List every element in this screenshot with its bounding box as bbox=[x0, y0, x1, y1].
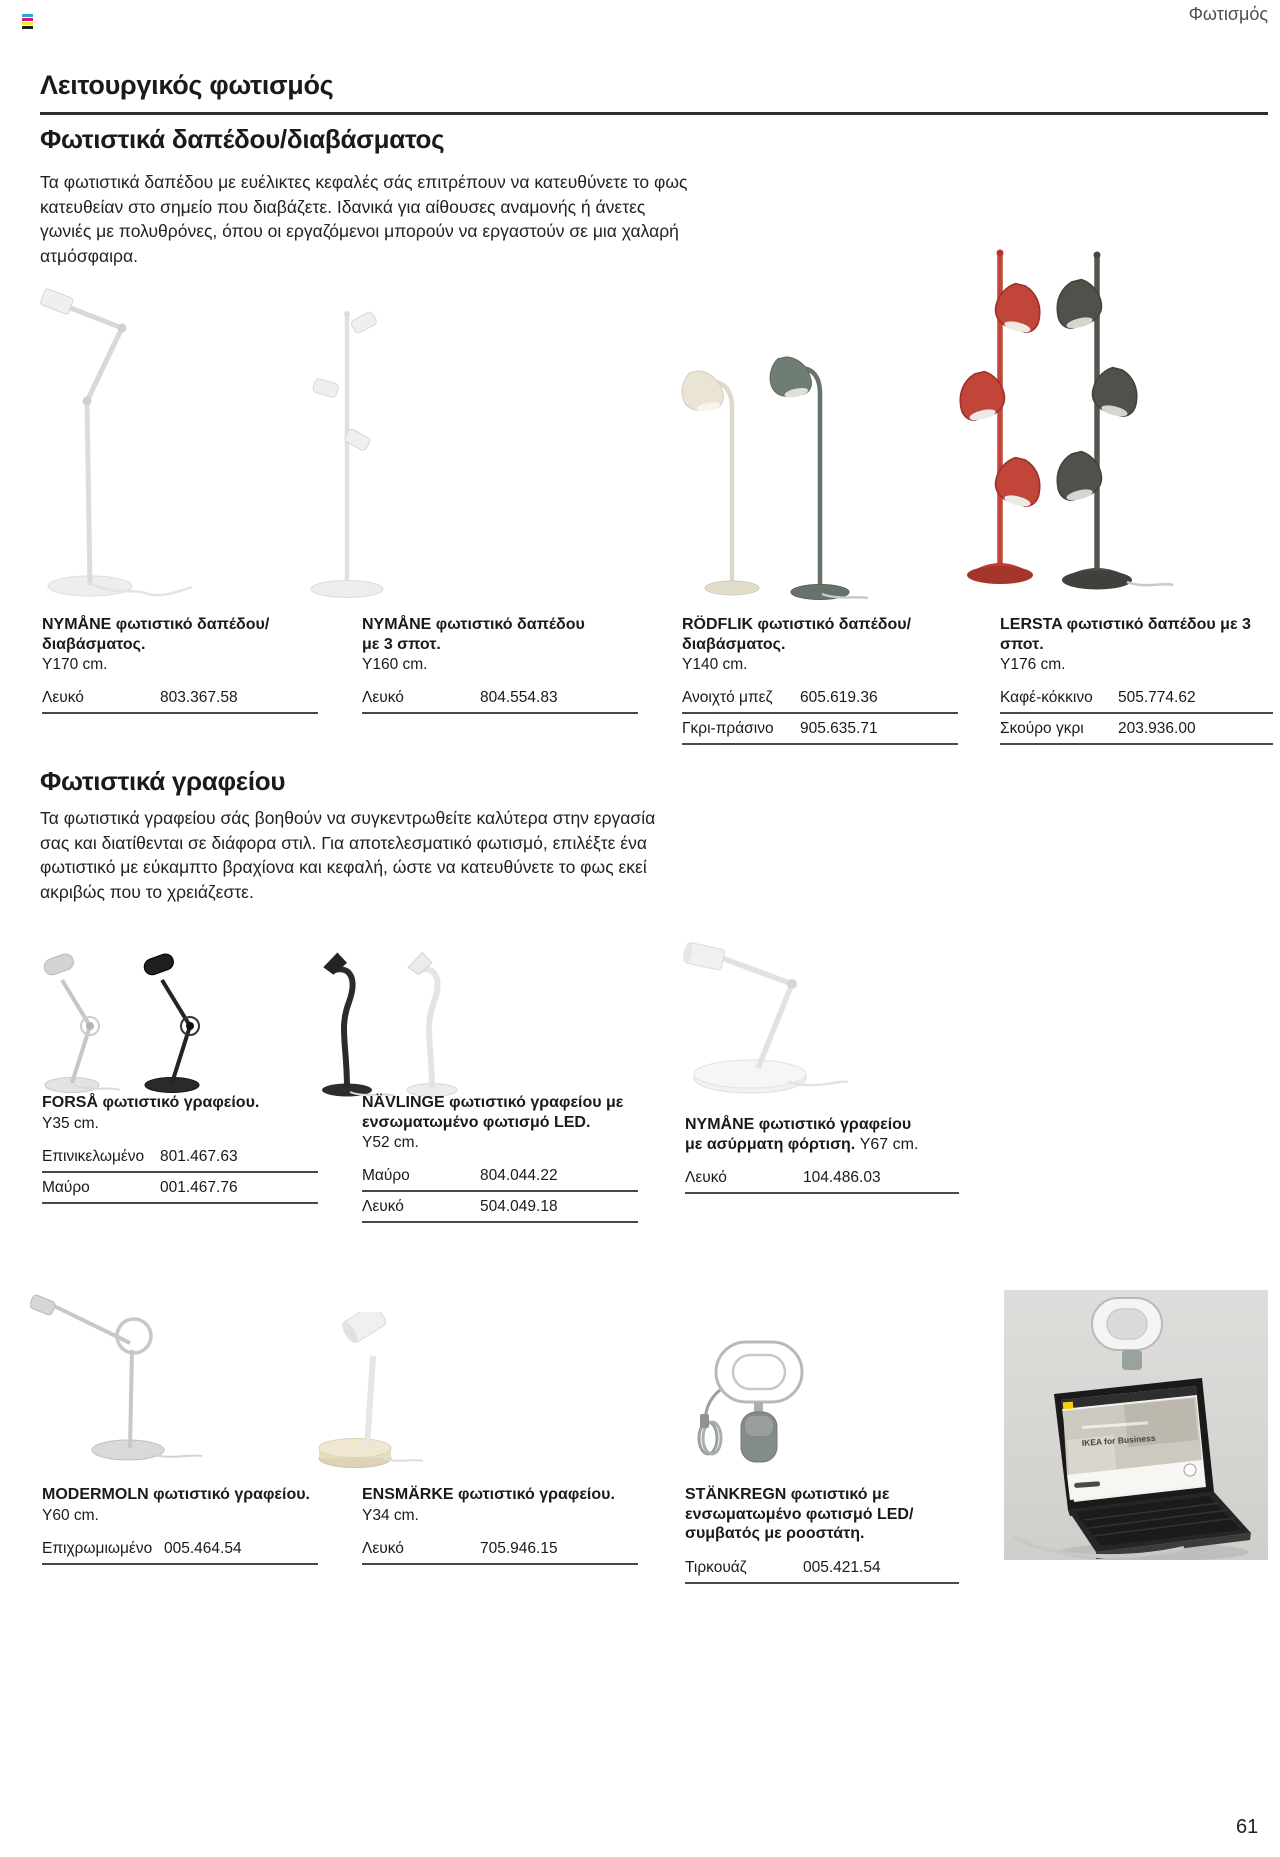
product-card-modermoln bbox=[42, 1485, 318, 1565]
product-card-stankregn bbox=[685, 1485, 959, 1584]
variant-article-number: 504.049.18 bbox=[480, 1198, 558, 1215]
variant-row bbox=[685, 1163, 959, 1194]
lifestyle-photo-laptop-ring-light bbox=[1004, 1290, 1268, 1560]
variant-row bbox=[362, 1192, 638, 1223]
variant-color: Μαύρο bbox=[362, 1167, 410, 1184]
variant-row bbox=[1000, 683, 1273, 714]
variant-table bbox=[362, 683, 638, 714]
variant-color: Λευκό bbox=[42, 689, 84, 706]
page-number: 61 bbox=[1236, 1816, 1259, 1838]
variant-table bbox=[42, 683, 318, 714]
variant-row bbox=[682, 714, 958, 745]
product-title: NYMÅNE φωτιστικό δαπέδου/διαβάσματος. bbox=[42, 616, 270, 653]
variant-article-number: 001.467.76 bbox=[160, 1178, 238, 1196]
product-title: NYMÅNE φωτιστικό δαπέδου με 3 σποτ. bbox=[362, 616, 585, 653]
variant-table bbox=[362, 1161, 638, 1223]
variant-table bbox=[685, 1163, 959, 1194]
product-height: Y52 cm. bbox=[362, 1134, 419, 1151]
section-intro-floor-lamps: Τα φωτιστικά δαπέδου με ευέλικτες κεφαλές σάς επιτρέπουν να κατευθύνετε το φως κατευθείαν στο σημείο που διαβάζετε. Ιδανικά για αίθουσες αναμονής ή άνετες γωνιές με πολυθρόνες, όπου οι εργαζόμενοι μπορούν να εργαστούν σε μια χαλαρή ατμόσφαιρα. bbox=[40, 172, 688, 266]
variant-table bbox=[42, 1534, 318, 1565]
product-image-rodflik-floor-lamps bbox=[672, 322, 872, 604]
variant-row bbox=[682, 683, 958, 714]
product-card-ensmarke bbox=[362, 1485, 638, 1565]
variant-color: Λευκό bbox=[685, 1169, 727, 1186]
variant-table bbox=[682, 683, 958, 745]
variant-article-number: 801.467.63 bbox=[160, 1147, 238, 1165]
variant-color: Μαύρο bbox=[42, 1178, 90, 1196]
variant-article-number: 905.635.71 bbox=[800, 720, 878, 737]
product-height: Y176 cm. bbox=[1000, 656, 1066, 673]
variant-article-number: 005.421.54 bbox=[803, 1558, 881, 1576]
product-title: LERSTA φωτιστικό δαπέδου με 3 σποτ. bbox=[1000, 616, 1251, 653]
laptop-photo-drawing bbox=[1004, 1290, 1268, 1560]
product-image-nymane-desk-lamp bbox=[668, 928, 853, 1106]
variant-color: Ανοιχτό μπεζ bbox=[682, 689, 773, 706]
variant-table bbox=[362, 1534, 638, 1565]
variant-color: Γκρι-πράσινο bbox=[682, 720, 774, 737]
variant-article-number: 005.464.54 bbox=[164, 1539, 242, 1557]
section-title-floor-lamps: Φωτιστικά δαπέδου/διαβάσματος bbox=[40, 124, 445, 154]
title-divider bbox=[40, 112, 1268, 115]
variant-article-number: 803.367.58 bbox=[160, 689, 238, 706]
variant-color: Καφέ-κόκκινο bbox=[1000, 689, 1093, 706]
page-title: Λειτουργικός φωτισμός bbox=[40, 70, 334, 100]
product-title: ENSMÄRKE φωτιστικό γραφείου. bbox=[362, 1486, 615, 1503]
variant-color: Λευκό bbox=[362, 1539, 404, 1557]
variant-table bbox=[685, 1553, 959, 1584]
product-title: NÄVLINGE φωτιστικό γραφείου με ενσωματωμένο φωτισμό LED. bbox=[362, 1094, 624, 1131]
variant-article-number: 804.044.22 bbox=[480, 1167, 558, 1184]
variant-row bbox=[42, 1142, 318, 1173]
variant-article-number: 505.774.62 bbox=[1118, 689, 1196, 706]
nymane-3-spot-drawing bbox=[292, 300, 402, 605]
product-card-nymane-floor-lamp bbox=[42, 615, 318, 714]
product-image-stankregn-ring-light bbox=[688, 1338, 823, 1468]
product-card-nymane-desk bbox=[685, 1115, 959, 1194]
product-card-navlinge bbox=[362, 1093, 638, 1223]
product-title-text: NYMÅNE φωτιστικό γραφείου με ασύρματη φόρτιση. bbox=[685, 1116, 912, 1153]
lersta-drawing bbox=[925, 242, 1175, 604]
rodflik-drawing bbox=[672, 322, 872, 604]
product-title: MODERMOLN φωτιστικό γραφείου. bbox=[42, 1486, 310, 1503]
nymane-floor-lamp-drawing bbox=[40, 283, 200, 608]
variant-article-number: 605.619.36 bbox=[800, 689, 878, 706]
product-image-nymane-floor-lamp bbox=[40, 283, 200, 608]
variant-color: Λευκό bbox=[362, 1198, 404, 1215]
variant-table bbox=[42, 1142, 318, 1204]
laptop-screen-text: IKEA for Business bbox=[1081, 1432, 1156, 1448]
product-image-lersta-floor-lamps bbox=[925, 242, 1175, 604]
product-height: Y160 cm. bbox=[362, 656, 428, 673]
modermoln-drawing bbox=[30, 1288, 205, 1470]
product-card-forsa bbox=[42, 1093, 318, 1204]
variant-color: Τιρκουάζ bbox=[685, 1558, 747, 1576]
variant-article-number: 203.936.00 bbox=[1118, 720, 1196, 737]
variant-article-number: 104.486.03 bbox=[803, 1169, 881, 1186]
variant-article-number: 804.554.83 bbox=[480, 689, 558, 706]
variant-color: Επιχρωμιωμένο bbox=[42, 1539, 153, 1557]
nymane-desk-drawing bbox=[668, 928, 853, 1106]
variant-color: Επινικελωμένο bbox=[42, 1147, 145, 1165]
product-image-modermoln-desk-lamp bbox=[30, 1288, 205, 1470]
section-intro-desk-lamps: Τα φωτιστικά γραφείου σάς βοηθούν να συγκεντρωθείτε καλύτερα στην εργασία σας και διατίθενται σε διάφορα στιλ. Για αποτελεσματικό φωτισμό, επιλέξτε ένα φωτιστικό με εύκαμπτο βραχίονα και κεφαλή, ώστε να κατευθύνετε το φως εκεί ακριβώς που το χρειάζεστε. bbox=[40, 808, 656, 902]
print-registration-mark-icon bbox=[22, 14, 33, 30]
variant-row bbox=[42, 1534, 318, 1565]
product-title: FORSÅ φωτιστικό γραφείου. bbox=[42, 1094, 260, 1111]
forsa-drawing bbox=[32, 942, 227, 1104]
product-card-lersta bbox=[1000, 615, 1273, 745]
product-title bbox=[685, 1115, 923, 1154]
product-height: Y67 cm. bbox=[859, 1135, 919, 1153]
product-height: Y170 cm. bbox=[42, 656, 108, 673]
product-image-ensmarke-desk-lamp bbox=[293, 1312, 428, 1474]
product-image-navlinge-led-lamps bbox=[295, 940, 465, 1105]
variant-row bbox=[42, 683, 318, 714]
product-height: Y140 cm. bbox=[682, 656, 748, 673]
product-height: Y60 cm. bbox=[42, 1506, 99, 1524]
chapter-header: Φωτισμός bbox=[1188, 4, 1268, 24]
product-image-nymane-3-spot-floor-lamp bbox=[292, 300, 402, 605]
stankregn-drawing bbox=[688, 1338, 823, 1468]
variant-row bbox=[362, 1161, 638, 1192]
variant-row bbox=[1000, 714, 1273, 745]
product-title: RÖDFLIK φωτιστικό δαπέδου/διαβάσματος. bbox=[682, 616, 912, 653]
variant-color: Σκούρο γκρι bbox=[1000, 720, 1084, 737]
product-image-forsa-work-lamps bbox=[32, 942, 227, 1104]
variant-table bbox=[1000, 683, 1273, 745]
product-height: Y35 cm. bbox=[42, 1114, 99, 1132]
product-card-nymane-3-spot bbox=[362, 615, 638, 714]
variant-row bbox=[362, 1534, 638, 1565]
variant-article-number: 705.946.15 bbox=[480, 1539, 558, 1557]
product-card-rodflik bbox=[682, 615, 958, 745]
variant-row bbox=[685, 1553, 959, 1584]
ensmarke-drawing bbox=[293, 1312, 428, 1474]
variant-row bbox=[42, 1173, 318, 1204]
product-height: Y34 cm. bbox=[362, 1506, 419, 1524]
section-title-desk-lamps: Φωτιστικά γραφείου bbox=[40, 766, 286, 796]
variant-color: Λευκό bbox=[362, 689, 404, 706]
navlinge-drawing bbox=[295, 940, 465, 1105]
product-title: STÄNKREGN φωτιστικό με ενσωματωμένο φωτισμό LED/συμβατός με ροοστάτη. bbox=[685, 1486, 914, 1542]
variant-row bbox=[362, 683, 638, 714]
